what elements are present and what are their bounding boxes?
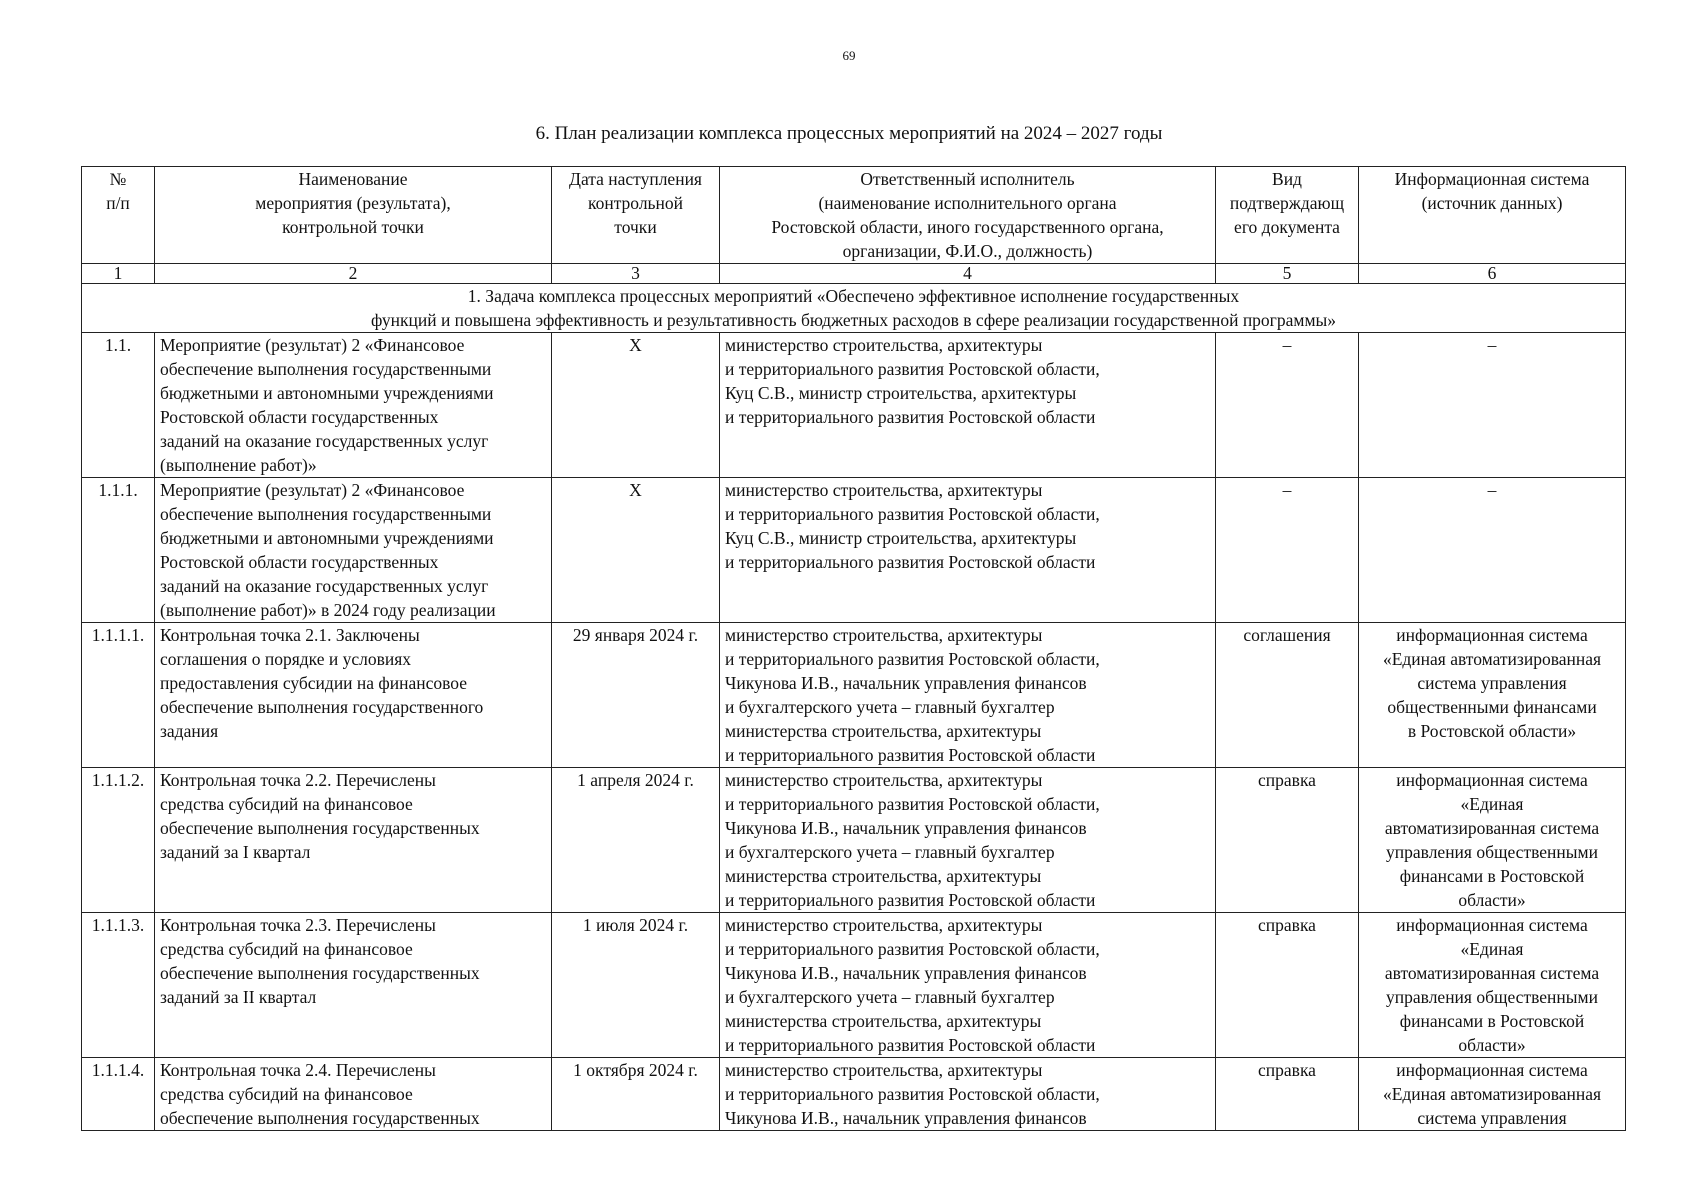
column-number-row <box>82 264 1626 284</box>
row-system: – <box>1359 333 1626 478</box>
column-number: 1 <box>82 264 155 284</box>
row-document: – <box>1216 478 1359 623</box>
column-number: 2 <box>155 264 552 284</box>
row-date: 1 октября 2024 г. <box>552 1058 720 1131</box>
document-title: 6. План реализации комплекса процессных мероприятий на 2024 – 2027 годы <box>535 123 1163 144</box>
column-number: 6 <box>1359 264 1626 284</box>
column-number: 3 <box>552 264 720 284</box>
row-document: справка <box>1216 768 1359 913</box>
section-title: 1. Задача комплекса процессных мероприятий «Обеспечено эффективное исполнение государственных функций и повышена эффективность и результативность бюджетных расходов в сфере реализации государственной программы» <box>82 284 1626 333</box>
row-number: 1.1.1.3. <box>82 913 155 1058</box>
row-system: информационная система «Единая автоматизированная система управления <box>1359 1058 1626 1131</box>
row-responsible: министерство строительства, архитектуры и территориального развития Ростовской области, Куц С.В., министр строительства, архитектуры и территориального развития Ростовской области <box>720 333 1216 478</box>
table-row <box>82 913 1626 1058</box>
row-name: Контрольная точка 2.1. Заключены соглашения о порядке и условиях предоставления субсидии на финансовое обеспечение выполнения государственного задания <box>155 623 552 768</box>
row-name: Мероприятие (результат) 2 «Финансовое обеспечение выполнения государственными бюджетными и автономными учреждениями Ростовской области государственных заданий на оказание государственных услуг (выполнение работ)» <box>155 333 552 478</box>
row-document: соглашения <box>1216 623 1359 768</box>
row-number: 1.1.1.2. <box>82 768 155 913</box>
row-number: 1.1.1. <box>82 478 155 623</box>
header-system: Информационная система (источник данных) <box>1359 167 1626 264</box>
table-row <box>82 623 1626 768</box>
row-responsible: министерство строительства, архитектуры и территориального развития Ростовской области, Чикунова И.В., начальник управления финансов <box>720 1058 1216 1131</box>
row-system: – <box>1359 478 1626 623</box>
row-number: 1.1. <box>82 333 155 478</box>
row-number: 1.1.1.4. <box>82 1058 155 1131</box>
table-row <box>82 478 1626 623</box>
row-responsible: министерство строительства, архитектуры и территориального развития Ростовской области, Чикунова И.В., начальник управления финансов и бухгалтерского учета – главный бухгалтер министерства строительства, архитектуры и территориального развития Ростовской области <box>720 623 1216 768</box>
row-name: Мероприятие (результат) 2 «Финансовое обеспечение выполнения государственными бюджетными и автономными учреждениями Ростовской области государственных заданий на оказание государственных услуг (выполнение работ)» в 2024 году реализации <box>155 478 552 623</box>
row-responsible: министерство строительства, архитектуры и территориального развития Ростовской области, Чикунова И.В., начальник управления финансов и бухгалтерского учета – главный бухгалтер министерства строительства, архитектуры и территориального развития Ростовской области <box>720 913 1216 1058</box>
row-responsible: министерство строительства, архитектуры и территориального развития Ростовской области, Чикунова И.В., начальник управления финансов и бухгалтерского учета – главный бухгалтер министерства строительства, архитектуры и территориального развития Ростовской области <box>720 768 1216 913</box>
row-document: – <box>1216 333 1359 478</box>
row-date: X <box>552 333 720 478</box>
row-system: информационная система «Единая автоматизированная система управления общественными финансами в Ростовской области» <box>1359 913 1626 1058</box>
header-number: № п/п <box>82 167 155 264</box>
row-name: Контрольная точка 2.4. Перечислены средства субсидий на финансовое обеспечение выполнения государственных <box>155 1058 552 1131</box>
row-system: информационная система «Единая автоматизированная система управления общественными финансами в Ростовской области» <box>1359 768 1626 913</box>
header-name: Наименование мероприятия (результата), контрольной точки <box>155 167 552 264</box>
row-document: справка <box>1216 913 1359 1058</box>
table-header-row <box>82 167 1626 264</box>
row-responsible: министерство строительства, архитектуры и территориального развития Ростовской области, Куц С.В., министр строительства, архитектуры и территориального развития Ростовской области <box>720 478 1216 623</box>
table-row <box>82 333 1626 478</box>
row-date: 1 апреля 2024 г. <box>552 768 720 913</box>
page-number: 69 <box>842 48 856 63</box>
row-name: Контрольная точка 2.2. Перечислены средства субсидий на финансовое обеспечение выполнения государственных заданий за I квартал <box>155 768 552 913</box>
row-document: справка <box>1216 1058 1359 1131</box>
row-number: 1.1.1.1. <box>82 623 155 768</box>
column-number: 5 <box>1216 264 1359 284</box>
row-date: 29 января 2024 г. <box>552 623 720 768</box>
column-number: 4 <box>720 264 1216 284</box>
row-date: X <box>552 478 720 623</box>
row-name: Контрольная точка 2.3. Перечислены средства субсидий на финансовое обеспечение выполнения государственных заданий за II квартал <box>155 913 552 1058</box>
table-row <box>82 768 1626 913</box>
table-row <box>82 1058 1626 1131</box>
row-system: информационная система «Единая автоматизированная система управления общественными финансами в Ростовской области» <box>1359 623 1626 768</box>
section-row <box>82 284 1626 333</box>
row-date: 1 июля 2024 г. <box>552 913 720 1058</box>
header-date: Дата наступления контрольной точки <box>552 167 720 264</box>
plan-table <box>81 166 1626 1131</box>
header-responsible: Ответственный исполнитель (наименование исполнительного органа Ростовской области, иного государственного органа, организации, Ф.И.О., должность) <box>720 167 1216 264</box>
header-document: Вид подтверждающ его документа <box>1216 167 1359 264</box>
